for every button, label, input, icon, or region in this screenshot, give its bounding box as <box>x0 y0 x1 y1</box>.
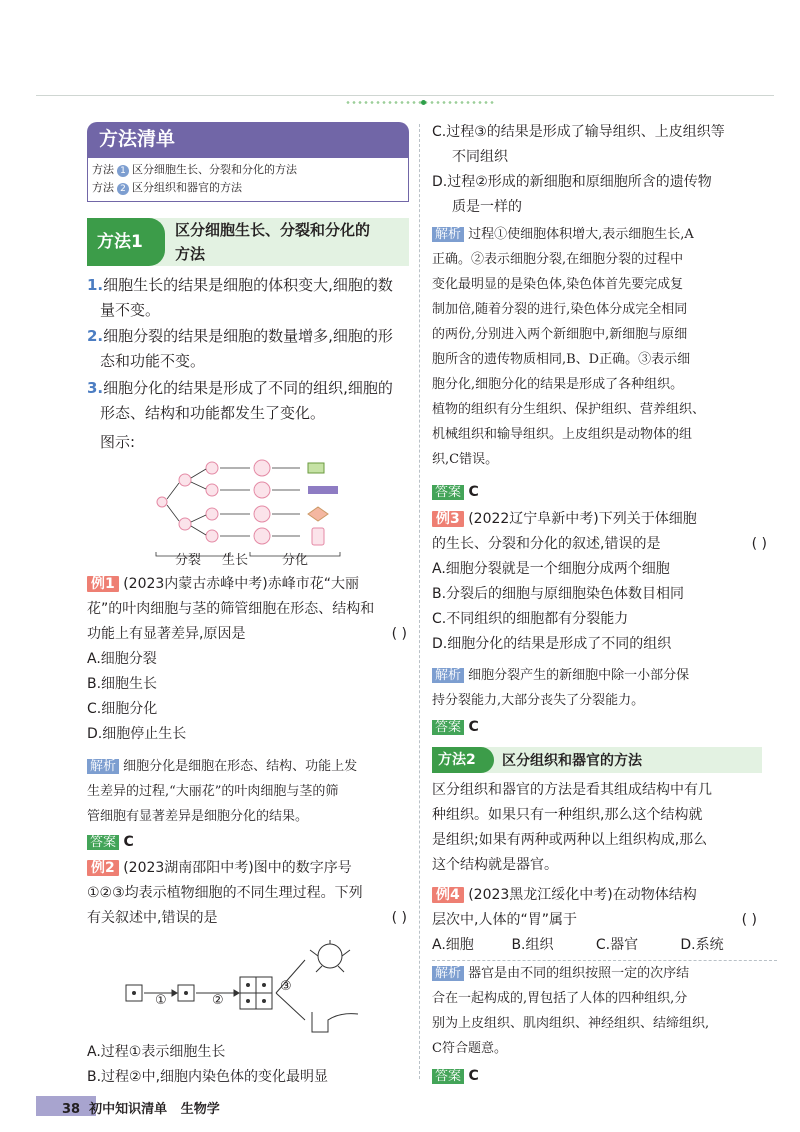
method-list-title: 方法清单 <box>87 122 409 158</box>
example2-options-cd: C.过程③的结果是形成了输导组织、上皮组织等 不同组织 D.过程②形成的新细胞和原细胞所含的遗传物 质是一样的 <box>432 124 725 215</box>
cell-circle <box>206 530 218 542</box>
figure-label: 图示: <box>100 433 136 451</box>
method-list-item: 方法 1 区分细胞生长、分裂和分化的方法 <box>92 163 297 176</box>
label-fenhua: 分化 <box>282 553 309 568</box>
example2-question: 例2 (2023湖南邵阳中考)图中的数字序号 ①②③均表示植物细胞的不同生理过程。下列 有关叙述中,错误的是 ( ) <box>87 860 407 926</box>
cell-circle <box>206 462 218 474</box>
method-list-box <box>87 158 409 202</box>
diagram-label-3: ③ <box>280 979 292 994</box>
method1-title: 区分细胞生长、分裂和分化的 方法 <box>175 221 371 263</box>
method2-header <box>432 747 762 773</box>
dot-rule <box>345 101 495 104</box>
cell-circle <box>254 460 270 476</box>
cell-circle <box>179 474 191 486</box>
example4-question: 例4 (2023黑龙江绥化中考)在动物体结构 层次中,人体的“胃”属于 ( ) A.细胞 B.组织 C.器官 D.系统 <box>432 887 757 953</box>
tissue-shape <box>312 528 324 545</box>
label-fenlie: 分裂 <box>175 553 202 568</box>
book-title: 初中知识清单 <box>89 1102 168 1117</box>
column-divider <box>419 124 420 1079</box>
footer <box>62 1098 220 1117</box>
cell-circle <box>206 508 218 520</box>
example2-analysis: 解析 过程①使细胞体积增大,表示细胞生长,A 正确。②表示细胞分裂,在细胞分裂的过程中 变化最明显的是染色体,染色体首先要完成复 制加倍,随着分裂的进行,染色体分成完全相同 的两份,分别进入两个新细胞中,新细胞与原细 胞所含的遗传物质相同,B、D正确。③表示细 胞分化,细胞分化的结果是形成了各种组织。 植物的组织有分生组织、保护组织、营养组织、 机械组织和输导组织。上皮组织是动物体的组 织,C错误。 <box>432 227 706 467</box>
example4-analysis: 解析 器官是由不同的组织按照一定的次序结 合在一起构成的,胃包括了人体的四种组织,分 别为上皮组织、肌肉组织、神经组织、结缔组织, C符合题意。 <box>432 966 710 1056</box>
method1-point-1: 1.细胞生长的结果是细胞的体积变大,细胞的数 量不变。 <box>87 276 393 319</box>
example1-analysis: 解析 细胞分化是细胞在形态、结构、功能上发 生差异的过程,“大丽花”的叶肉细胞与茎的筛 管细胞有显著差异是细胞分化的结果。 <box>87 759 358 824</box>
top-rule <box>36 95 774 96</box>
example3-tag: 例3 <box>432 511 464 527</box>
example4-answer: 答案 C <box>432 1064 479 1089</box>
diagram-label-2: ② <box>212 993 224 1008</box>
method1-tag: 方法1 <box>87 218 165 266</box>
example3-analysis: 解析 细胞分裂产生的新细胞中除一小部分保 持分裂能力,大部分丧失了分裂能力。 <box>432 668 690 708</box>
label-shengzhang: 生长 <box>222 553 249 568</box>
diagram-label-1: ① <box>155 993 167 1008</box>
method-list-item: 方法 2 区分组织和器官的方法 <box>92 181 242 194</box>
cell-circle <box>254 506 270 522</box>
cell-circle <box>206 484 218 496</box>
example2-tag: 例2 <box>87 860 119 876</box>
dot-marker <box>421 100 426 105</box>
tissue-shape <box>308 507 328 521</box>
cell-circle <box>254 528 270 544</box>
method2-text: 区分组织和器官的方法是看其组成结构中有几 种组织。如果只有一种组织,那么这个结构就 是组织;如果有两种或两种以上组织构成,那么 这个结构就是器官。 <box>432 782 712 873</box>
method1-header <box>87 218 409 266</box>
method2-tag: 方法2 <box>432 747 494 773</box>
method1-point-3: 3.细胞分化的结果是形成了不同的组织,细胞的 形态、结构和功能都发生了变化。 <box>87 379 393 422</box>
example2-answer: 答案 C <box>432 480 479 505</box>
subject: 生物学 <box>180 1102 220 1117</box>
example1-answer: 答案 C <box>87 830 134 855</box>
example2-options-ab: A.过程①表示细胞生长 B.过程②中,细胞内染色体的变化最明显 <box>87 1044 329 1085</box>
cell-circle <box>254 482 270 498</box>
example1-question: 例1 (2023内蒙古赤峰中考)赤峰市花“大丽 花”的叶肉细胞与茎的筛管细胞在形态、结构和 功能上有显著差异,原因是 ( ) A.细胞分裂 B.细胞生长 C.细胞分化 D.细胞停止生长 <box>87 576 407 742</box>
example4-tag: 例4 <box>432 887 464 903</box>
cell-circle <box>157 497 167 507</box>
tissue-shape <box>308 463 324 473</box>
method1-point-2: 2.细胞分裂的结果是细胞的数量增多,细胞的形 态和功能不变。 <box>87 327 393 370</box>
cell-circle <box>179 518 191 530</box>
method2-title: 区分组织和器官的方法 <box>502 753 642 769</box>
example1-tag: 例1 <box>87 576 119 592</box>
page-number: 38 <box>62 1102 81 1117</box>
example3-question: 例3 (2022辽宁阜新中考)下列关于体细胞 的生长、分裂和分化的叙述,错误的是 ( ) A.细胞分裂就是一个细胞分成两个细胞 B.分裂后的细胞与原细胞染色体数目相同 C.不同组织的细胞都有分裂能力 D.细胞分化的结果是形成了不同的组织 <box>432 511 767 652</box>
example3-answer: 答案 C <box>432 715 479 740</box>
tissue-shape <box>308 486 338 494</box>
